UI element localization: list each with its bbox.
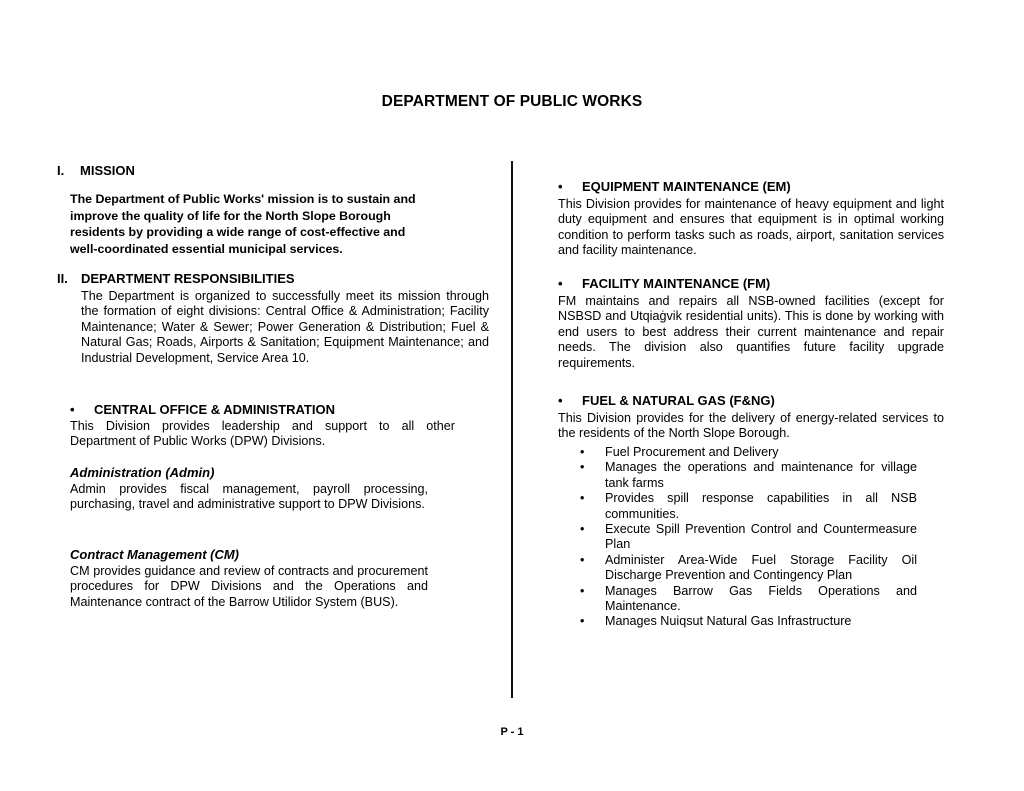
list-item-text: Manages Barrow Gas Fields Operations and Maintenance.: [605, 583, 917, 614]
page-title: DEPARTMENT OF PUBLIC WORKS: [381, 93, 643, 110]
list-item-text: Manages the operations and maintenance for village tank farms: [605, 460, 917, 490]
fuel-text: This Division provides for the delivery of energy-related services to the residents of the North Slope Borough.: [558, 411, 944, 441]
admin-text: Admin provides fiscal management, payroll processing, purchasing, travel and administrative support to DPW Divisions.: [70, 482, 428, 512]
mission-line: well-coordinated essential municipal services.: [70, 241, 343, 256]
responsibilities-heading: [57, 271, 295, 286]
contract-heading: Contract Management (CM): [70, 547, 240, 562]
section-title: DEPARTMENT RESPONSIBILITIES: [81, 271, 295, 286]
mission-line: residents by providing a wide range of cost-effective and: [70, 225, 406, 239]
bullet-icon: •: [558, 393, 563, 408]
central-office-text: This Division provides leadership and support to all other Department of Public Works (DPW) Divisions.: [70, 419, 455, 449]
mission-line: improve the quality of life for the North Slope Borough: [70, 208, 391, 223]
mission-text: [70, 191, 480, 257]
section-numeral: II.: [57, 271, 68, 286]
column-divider: [511, 161, 513, 698]
list-item-text: Manages Nuiqsut Natural Gas Infrastructure: [605, 614, 852, 629]
division-title: FUEL & NATURAL GAS (F&NG): [582, 393, 775, 408]
bullet-icon: •: [70, 402, 75, 417]
central-office-heading: [70, 402, 335, 417]
list-item: [560, 584, 917, 615]
list-item-text: Execute Spill Prevention Control and Countermeasure Plan: [605, 522, 917, 552]
bullet-icon: •: [580, 460, 585, 475]
list-item-text: Fuel Procurement and Delivery: [605, 445, 779, 459]
equipment-text: This Division provides for maintenance of heavy equipment and light duty equipment and ensures that equipment is in optimal working condition to perform tasks such as roads, airport, sanitation services and facility maintenance.: [558, 197, 944, 258]
page-number: P - 1: [500, 726, 524, 738]
division-title: CENTRAL OFFICE & ADMINISTRATION: [94, 402, 335, 417]
facility-text: FM maintains and repairs all NSB-owned facilities (except for NSBSD and Utqiaġvik residential units). This is done by working with end users to best address their current maintenance and repair needs. The division also quantifies future facility upgrade requirements.: [558, 294, 944, 370]
admin-heading: Administration (Admin): [70, 465, 215, 480]
division-title: FACILITY MAINTENANCE (FM): [582, 276, 771, 291]
list-item-text: Administer Area-Wide Fuel Storage Facility Oil Discharge Prevention and Contingency Plan: [605, 552, 917, 583]
mission-heading: [57, 163, 135, 178]
bullet-icon: •: [580, 491, 585, 506]
list-item: [560, 491, 917, 522]
section-title: MISSION: [80, 163, 135, 178]
list-item: [560, 522, 917, 553]
list-item: [560, 553, 917, 584]
bullet-icon: •: [580, 522, 585, 537]
division-title: EQUIPMENT MAINTENANCE (EM): [582, 179, 791, 194]
list-item: [560, 614, 917, 629]
facility-heading: [558, 276, 770, 291]
fuel-service-list: [560, 445, 917, 630]
bullet-icon: •: [580, 552, 585, 567]
contract-text: CM provides guidance and review of contracts and procurement procedures for DPW Divisions and the Operations and Maintenance contract of the Barrow Utilidor System (BUS).: [70, 564, 428, 609]
bullet-icon: •: [580, 445, 585, 459]
list-item: [560, 445, 917, 460]
bullet-icon: •: [580, 583, 585, 598]
list-item-text: Provides spill response capabilities in all NSB communities.: [605, 491, 917, 521]
section-numeral: I.: [57, 163, 65, 178]
fuel-heading: [558, 393, 775, 408]
bullet-icon: •: [558, 276, 563, 291]
equipment-heading: [558, 179, 791, 194]
bullet-icon: •: [558, 179, 563, 194]
mission-line: The Department of Public Works' mission is to sustain and: [70, 192, 416, 206]
bullet-icon: •: [580, 614, 585, 629]
responsibilities-text: The Department is organized to successfully meet its mission through the formation of eight divisions: Central Office & Administration; Facility Maintenance; Water & Sewer; Power Generation & Distribution; Fuel & Natural Gas; Roads, Airports & Sanitation; Equipment Maintenance; and Industrial Development, Service Area 10.: [81, 289, 489, 365]
list-item: [560, 460, 917, 491]
